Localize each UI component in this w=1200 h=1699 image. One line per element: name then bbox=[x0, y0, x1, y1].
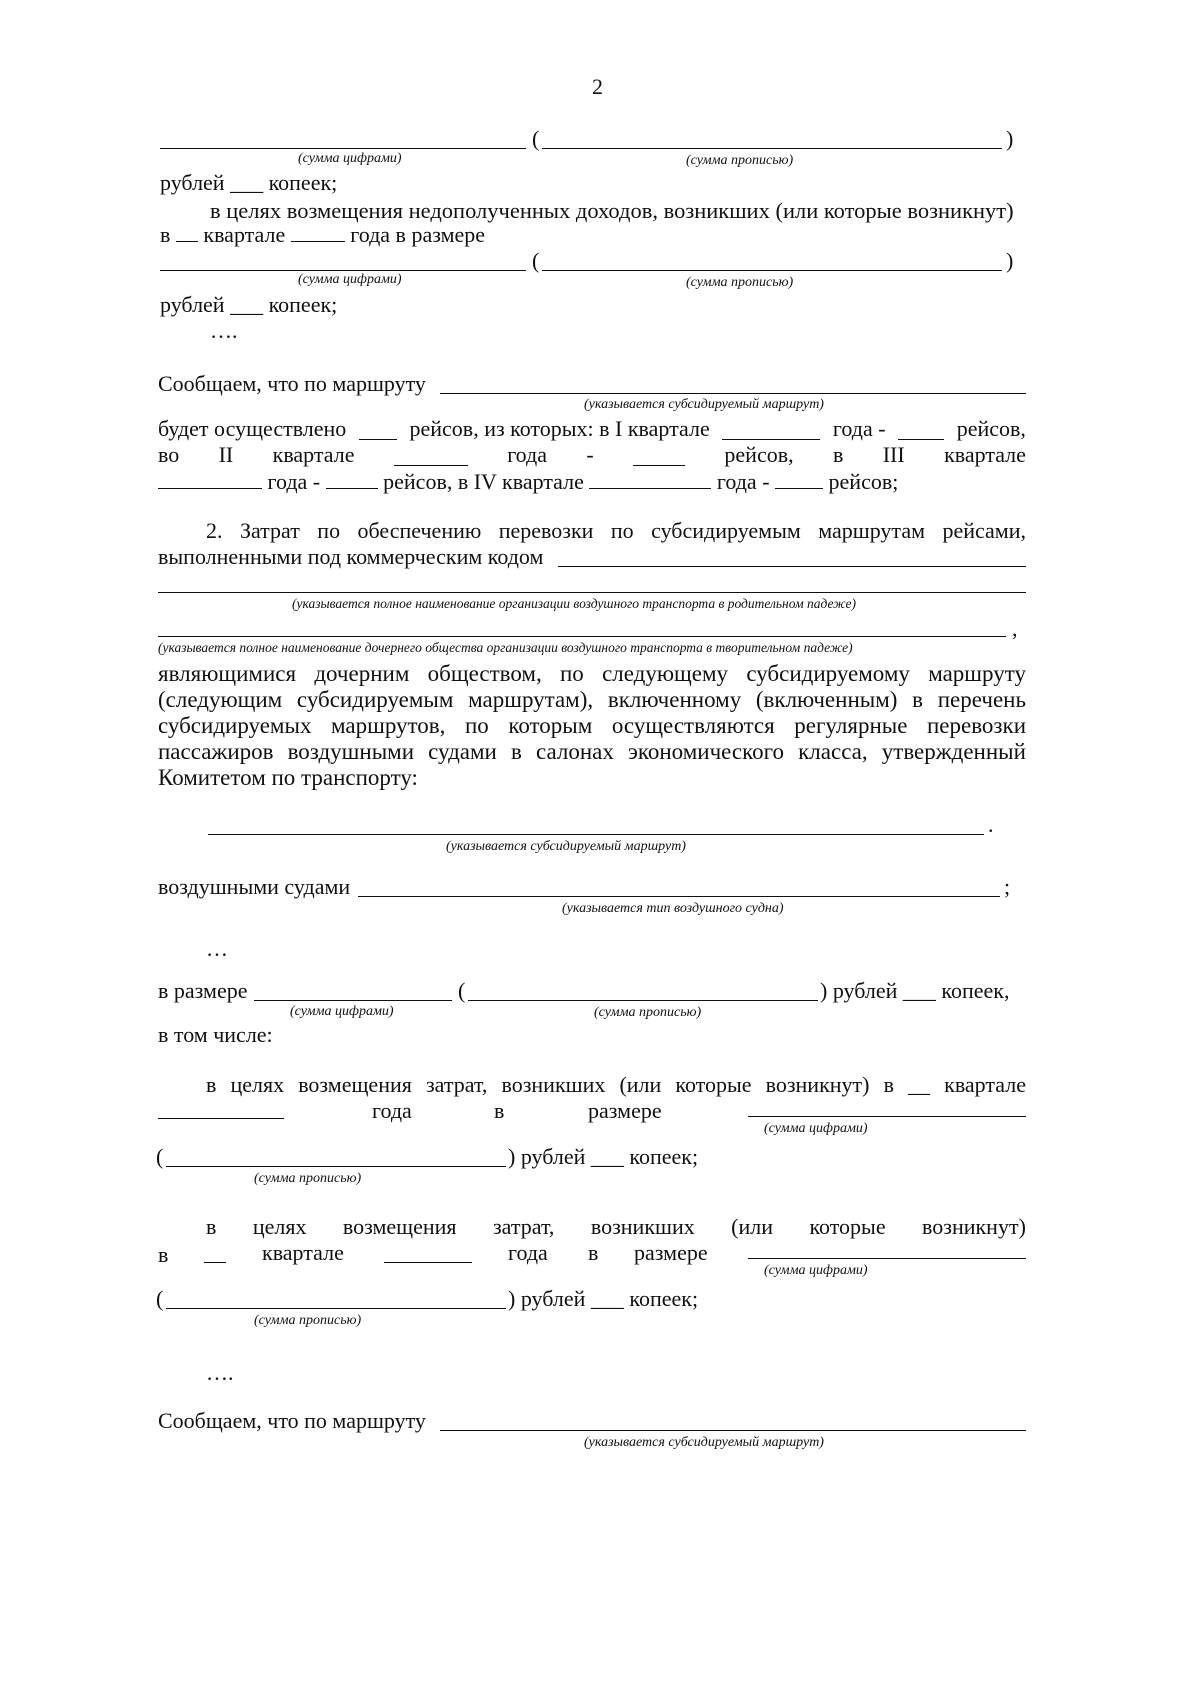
w: (следующим bbox=[158, 687, 283, 712]
blank-amount-digits[interactable] bbox=[748, 1116, 1026, 1117]
w: осуществляются bbox=[611, 713, 775, 738]
paren-close: ) bbox=[1006, 248, 1014, 273]
word-v: в bbox=[158, 1242, 169, 1267]
w: __ bbox=[908, 1072, 931, 1097]
blank-flights-q2[interactable] bbox=[633, 447, 685, 466]
w: маршруту bbox=[928, 661, 1026, 686]
blank-flights-q4[interactable] bbox=[775, 470, 823, 489]
rubles-kopecks: ) рублей ___ копеек, bbox=[820, 978, 1010, 1003]
w: субсидируемым bbox=[296, 687, 454, 712]
text: рейсов, в IV квартале bbox=[383, 469, 584, 494]
text: квартале bbox=[272, 442, 355, 467]
blank-amount-words[interactable] bbox=[166, 1308, 506, 1309]
text: будет осуществлено bbox=[158, 416, 347, 441]
w: перечень bbox=[937, 687, 1026, 712]
text: в bbox=[832, 442, 844, 467]
word-v: в bbox=[494, 1098, 505, 1123]
blank-flights-q3[interactable] bbox=[326, 470, 378, 489]
w: в bbox=[510, 739, 522, 764]
rubles-kopecks: ) рублей ___ копеек; bbox=[508, 1286, 699, 1311]
blank-amount-digits[interactable] bbox=[160, 270, 526, 271]
w: перевозки bbox=[927, 713, 1026, 738]
hint-subsidiary: (указывается полное наименование дочернего общества организации воздушного транспорта в творительном падеже) bbox=[158, 640, 853, 655]
text: III bbox=[882, 442, 905, 467]
paren-open: ( bbox=[156, 1286, 164, 1311]
w: по bbox=[559, 661, 584, 686]
rubles-kopecks: рублей ___ копеек; bbox=[160, 170, 338, 195]
w: субсидируемому bbox=[746, 661, 910, 686]
text: года bbox=[507, 442, 548, 467]
flights-line-1 bbox=[158, 418, 1026, 440]
aircraft-label: воздушными судами bbox=[158, 874, 351, 899]
hint-words: (сумма прописью) bbox=[686, 153, 794, 168]
w: Затрат bbox=[239, 518, 300, 543]
text: года - bbox=[267, 469, 321, 494]
route-dot: . bbox=[988, 812, 994, 837]
w: экономического bbox=[627, 739, 785, 764]
blank-amount-digits[interactable] bbox=[254, 1000, 452, 1001]
w: субсидируемым bbox=[651, 518, 801, 543]
text: во bbox=[158, 442, 180, 467]
blank-year-q2[interactable] bbox=[394, 447, 468, 466]
w: возникнут) bbox=[765, 1072, 870, 1097]
w: в bbox=[912, 687, 924, 712]
blank-commercial-code[interactable] bbox=[558, 566, 1026, 567]
word-kvartale: квартале bbox=[262, 1240, 344, 1265]
w: по bbox=[317, 518, 341, 543]
w: (включенным) bbox=[755, 687, 898, 712]
w: субсидируемых bbox=[158, 713, 312, 738]
w: которые bbox=[675, 1072, 752, 1097]
w: дочерним bbox=[314, 661, 410, 686]
comma: , bbox=[1012, 616, 1018, 641]
w: целях bbox=[252, 1214, 307, 1239]
word-goda-v-razmere: года в размере bbox=[350, 222, 486, 247]
hint-route: (указывается субсидируемый маршрут) bbox=[446, 839, 686, 854]
text: года - bbox=[832, 416, 886, 441]
text: рейсов, bbox=[956, 416, 1026, 441]
blank-quarter[interactable] bbox=[176, 223, 198, 242]
w: рейсами, bbox=[942, 518, 1026, 543]
word-razmere: размере bbox=[634, 1240, 708, 1265]
blank-amount-words[interactable] bbox=[542, 148, 1002, 149]
hint-digits: (сумма цифрами) bbox=[290, 1004, 394, 1019]
w: по bbox=[464, 713, 489, 738]
blank-amount-digits[interactable] bbox=[748, 1258, 1026, 1259]
hint-aircraft: (указывается тип воздушного судна) bbox=[562, 901, 784, 916]
costs-line-1 bbox=[206, 1216, 1026, 1238]
blank-route[interactable] bbox=[440, 1430, 1026, 1431]
page-number: 2 bbox=[592, 74, 603, 99]
w: обществом, bbox=[427, 661, 542, 686]
w: салонах bbox=[535, 739, 614, 764]
paren-close: ) bbox=[1006, 126, 1014, 151]
w: регулярные bbox=[794, 713, 908, 738]
v-tom-chisle: в том числе: bbox=[158, 1022, 273, 1047]
aircraft-semicolon: ; bbox=[1004, 874, 1011, 899]
w: (или bbox=[731, 1214, 774, 1239]
blank-route[interactable] bbox=[208, 834, 984, 835]
quarter-line bbox=[160, 223, 485, 246]
w: затрат, bbox=[492, 1214, 555, 1239]
report-label: Сообщаем, что по маршруту bbox=[158, 1408, 426, 1433]
report-label: Сообщаем, что по маршруту bbox=[158, 371, 426, 396]
text: года - bbox=[716, 469, 770, 494]
w: перевозки bbox=[498, 518, 594, 543]
blank-year[interactable] bbox=[384, 1262, 472, 1263]
word-kvartale: квартале bbox=[203, 222, 286, 247]
w: возникнут) bbox=[922, 1214, 1026, 1239]
w: маршрутам), bbox=[468, 687, 594, 712]
hint-digits: (сумма цифрами) bbox=[298, 151, 402, 166]
text: II bbox=[218, 442, 234, 467]
w: маршрутам bbox=[818, 518, 926, 543]
word-razmere: размере bbox=[588, 1098, 662, 1123]
w: утвержденный bbox=[881, 739, 1026, 764]
blank-aircraft[interactable] bbox=[358, 896, 1000, 897]
blank-year[interactable] bbox=[291, 223, 345, 242]
hint-org: (указывается полное наименование организации воздушного транспорта в родительном падеже) bbox=[292, 596, 856, 611]
text: квартале bbox=[944, 442, 1026, 467]
blank-quarter[interactable] bbox=[204, 1262, 226, 1263]
para-line-1 bbox=[158, 662, 1026, 685]
w: возникших bbox=[590, 1214, 695, 1239]
hint-words: (сумма прописью) bbox=[254, 1171, 362, 1186]
blank-year-q1[interactable] bbox=[722, 421, 820, 440]
hint-route: (указывается субсидируемый маршрут) bbox=[584, 397, 824, 412]
w: следующему bbox=[602, 661, 729, 686]
hint-words: (сумма прописью) bbox=[686, 275, 794, 290]
w: включенному bbox=[607, 687, 742, 712]
blank-year-q3[interactable] bbox=[158, 470, 262, 489]
hint-route: (указывается субсидируемый маршрут) bbox=[584, 1435, 824, 1450]
flights-line-2 bbox=[158, 444, 1026, 466]
w: воздушными bbox=[287, 739, 415, 764]
item-2-line-2: выполненными под коммерческим кодом bbox=[158, 544, 544, 569]
w: возникших bbox=[501, 1072, 606, 1097]
para-line-4 bbox=[158, 740, 1026, 763]
w: 2. bbox=[206, 518, 223, 543]
text: рейсов, из которых: в I квартале bbox=[409, 416, 710, 441]
blank-flights-q1[interactable] bbox=[898, 421, 944, 440]
blank-year-q4[interactable] bbox=[589, 470, 711, 489]
word-v: в bbox=[588, 1240, 599, 1265]
paren-open: ( bbox=[458, 978, 466, 1003]
w: пассажиров bbox=[158, 739, 274, 764]
paren-open: ( bbox=[532, 248, 540, 273]
para-line-2 bbox=[158, 688, 1026, 711]
ellipsis: … bbox=[206, 936, 228, 961]
word-v: в bbox=[160, 222, 171, 247]
w: судами bbox=[428, 739, 497, 764]
w: которые bbox=[809, 1214, 886, 1239]
w: класса, bbox=[798, 739, 868, 764]
text: - bbox=[586, 442, 594, 467]
flights-line-3 bbox=[158, 470, 898, 493]
para-line-3 bbox=[158, 714, 1026, 737]
blank-amount-digits[interactable] bbox=[160, 148, 526, 149]
costs-line-1 bbox=[206, 1074, 1026, 1096]
w: в bbox=[883, 1072, 894, 1097]
w: которым bbox=[508, 713, 593, 738]
text: рейсов; bbox=[828, 469, 899, 494]
blank-org-name[interactable] bbox=[158, 592, 1026, 593]
w: по bbox=[610, 518, 634, 543]
lost-income-paragraph: в целях возмещения недополученных доходов, возникших (или которые возникнут) bbox=[210, 198, 1014, 223]
rubles-kopecks: ) рублей ___ копеек; bbox=[508, 1144, 699, 1169]
blank-amount-words[interactable] bbox=[542, 270, 1002, 271]
paren-open: ( bbox=[156, 1144, 164, 1169]
w: затрат, bbox=[425, 1072, 488, 1097]
hint-digits: (сумма цифрами) bbox=[298, 272, 402, 287]
word-goda: года bbox=[508, 1240, 548, 1265]
hint-words: (сумма прописью) bbox=[594, 1005, 702, 1020]
w: маршрутов, bbox=[331, 713, 446, 738]
w: (или bbox=[619, 1072, 662, 1097]
hint-digits: (сумма цифрами) bbox=[764, 1263, 868, 1278]
w: возмещения bbox=[342, 1214, 457, 1239]
ellipsis: …. bbox=[206, 1360, 234, 1385]
label-v-razmere: в размере bbox=[158, 978, 248, 1003]
w: целях bbox=[230, 1072, 285, 1097]
rubles-kopecks: рублей ___ копеек; bbox=[160, 292, 338, 317]
hint-digits: (сумма цифрами) bbox=[764, 1121, 868, 1136]
paren-open: ( bbox=[532, 126, 540, 151]
hint-words: (сумма прописью) bbox=[254, 1313, 362, 1328]
blank-subsidiary-name[interactable] bbox=[158, 636, 1006, 637]
w: в bbox=[206, 1214, 217, 1239]
blank-flights-total[interactable] bbox=[359, 421, 397, 440]
ellipsis: …. bbox=[210, 318, 238, 343]
blank-year[interactable] bbox=[158, 1118, 284, 1119]
w: квартале bbox=[944, 1072, 1026, 1097]
w: в bbox=[206, 1072, 217, 1097]
text: рейсов, bbox=[724, 442, 794, 467]
word-goda: года bbox=[372, 1098, 412, 1123]
blank-route[interactable] bbox=[440, 393, 1026, 394]
w: обеспечению bbox=[357, 518, 482, 543]
item-2-line-1 bbox=[206, 520, 1026, 542]
blank-amount-words[interactable] bbox=[468, 1000, 818, 1001]
blank-amount-words[interactable] bbox=[166, 1166, 506, 1167]
w: возмещения bbox=[298, 1072, 412, 1097]
para-last: Комитетом по транспорту: bbox=[158, 765, 418, 790]
w: являющимися bbox=[158, 661, 297, 686]
